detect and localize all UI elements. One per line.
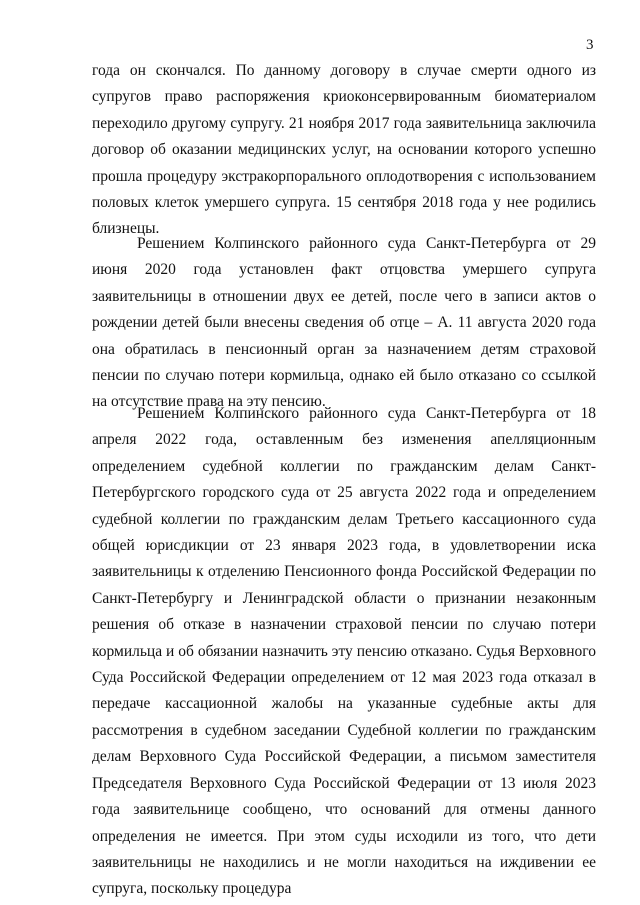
paragraph-3-block xyxy=(92,401,596,903)
paragraph-1: года он скончался. По данному договору в случае смерти одного из супругов право распоряжения криоконсервированным биоматериалом переходило другому супругу. 21 ноября 2017 года заявительница заключила договор об оказании медицинских услуг, на основании которого успешно прошла процедуру экстракорпорального оплодотворения с использованием половых клеток умершего супруга. 15 сентября 2018 года у нее родились близнецы. xyxy=(92,62,596,238)
paragraph-1-block xyxy=(92,58,596,243)
paragraph-2-block xyxy=(92,231,596,416)
paragraph-3: Решением Колпинского районного суда Санкт-Петербурга от 18 апреля 2022 года, оставленным без изменения апелляционным определением судебной коллегии по гражданским делам Санкт-Петербургского городского суда от 25 августа 2022 года и определением судебной коллегии по гражданским делам Третьего кассационного суда общей юрисдикции от 23 января 2023 года, в удовлетворении иска заявительницы к отделению Пенсионного фонда Российской Федерации по Санкт-Петербургу и Ленинградской области о признании незаконным решения об отказе в назначении страховой пенсии по случаю потери кормильца и об обязании назначить эту пенсию отказано. Судья Верховного Суда Российской Федерации определением от 12 мая 2023 года отказал в передаче кассационной жалобы на указанные судебные акты для рассмотрения в судебном заседании Судебной коллегии по гражданским делам Верховного Суда Российской Федерации, а письмом заместителя Председателя Верховного Суда Российской Федерации от 13 июля 2023 года заявительнице сообщено, что оснований для отмены данного определения не имеется. При этом суды исходили из того, что дети заявительницы не находились и не могли находиться на иждивении ее супруга, поскольку процедура xyxy=(92,405,596,898)
page-number: 3 xyxy=(586,37,594,53)
paragraph-2: Решением Колпинского районного суда Санкт-Петербурга от 29 июня 2020 года установлен факт отцовства умершего супруга заявительницы в отношении двух ее детей, после чего в записи актов о рождении детей были внесены сведения об отце – А. 11 августа 2020 года она обратилась в пенсионный орган за назначением детям страховой пенсии по случаю потери кормильца, однако ей было отказано со ссылкой на отсутствие права на эту пенсию. xyxy=(92,235,596,411)
